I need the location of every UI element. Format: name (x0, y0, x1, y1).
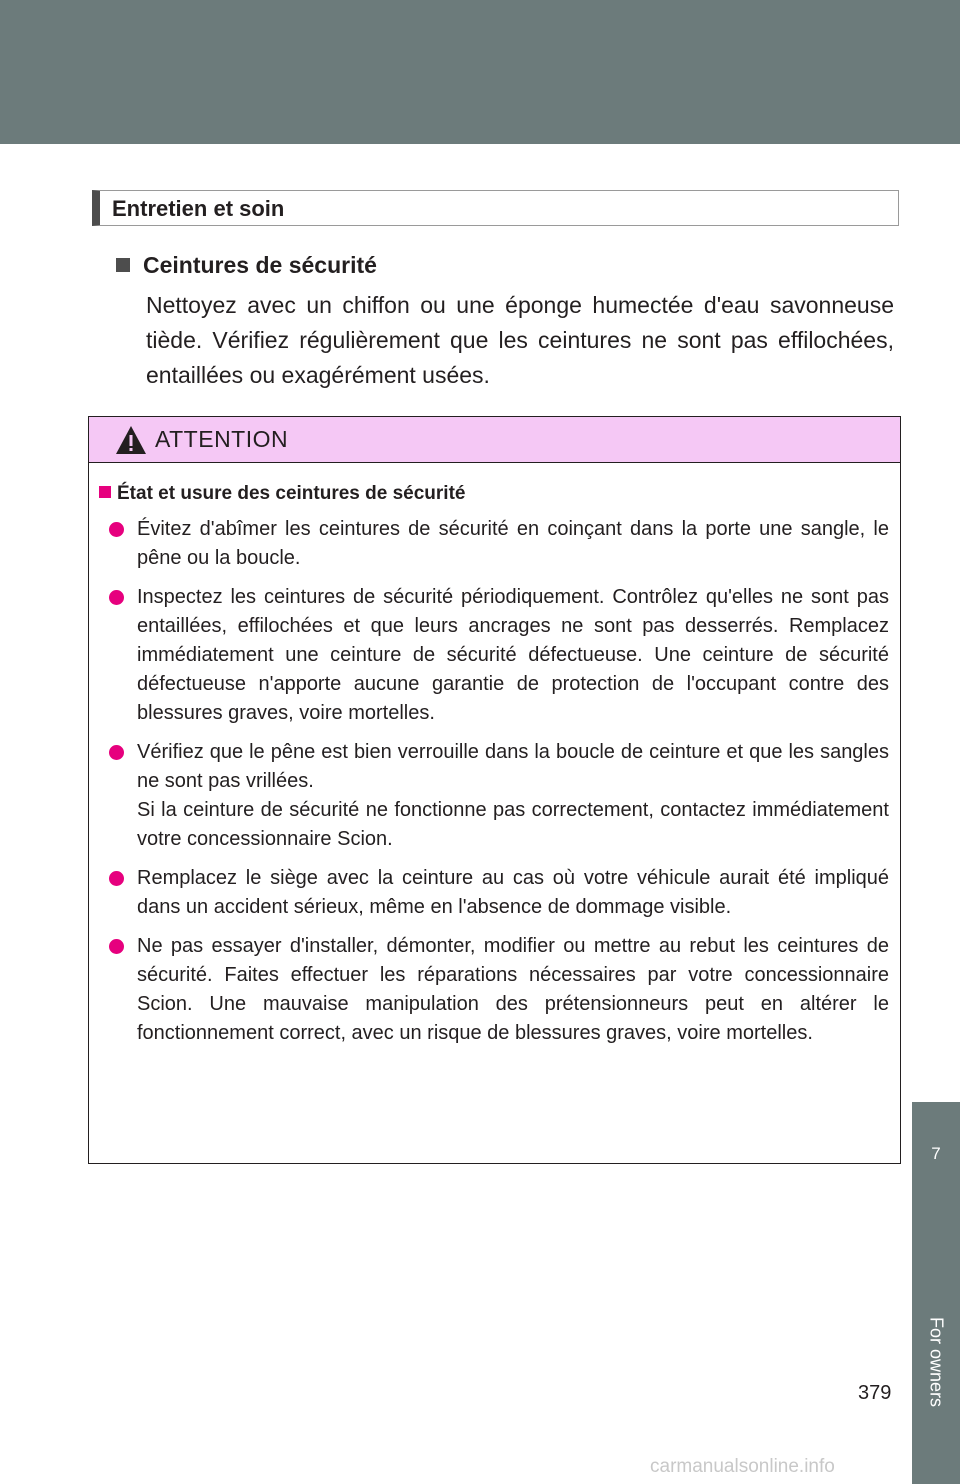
chapter-number: 7 (931, 1144, 941, 1163)
attention-list (109, 515, 889, 1058)
watermark: carmanualsonline.info (650, 1456, 835, 1477)
bullet-dot-icon (109, 871, 124, 886)
page-number: 379 (858, 1382, 892, 1404)
section-heading (92, 190, 899, 226)
list-item-text: Inspectez les ceintures de sécurité périodiquement. Contrôlez qu'elles ne sont pas entaillées, effilochées et que leurs ancrages ne sont pas desserrés. Remplacez immédiatement une ceinture de sécurité défectueuse. Une ceinture de sécurité défectueuse n'apporte aucune garantie de protection de l'occupant contre des blessures graves, voire mortelles. (137, 586, 889, 724)
header-band (0, 0, 960, 144)
list-item-text: Ne pas essayer d'installer, démonter, modifier ou mettre au rebut les ceintures de sécurité. Faites effectuer les réparations nécessaires par votre concessionnaire Scion. Une mauvaise manipulation des prétensionneurs peut en altérer le fonctionnement correct, avec un risque de blessures graves, voire mortelles. (137, 935, 889, 1044)
attention-subtitle: État et usure des ceintures de sécurité (117, 483, 466, 504)
subsection-title: Ceintures de sécurité (143, 252, 377, 278)
chapter-label: For owners (926, 1316, 947, 1408)
attention-box (88, 416, 901, 1164)
list-item-text: Vérifiez que le pêne est bien verrouille dans la boucle de ceinture et que les sangles ne sont pas vrillées. Si la ceinture de sécurité ne fonctionne pas correctement, contactez immédiatement votre concessionnaire Scion. (137, 741, 889, 850)
attention-subheading (99, 483, 465, 505)
bullet-dot-icon (109, 745, 124, 760)
section-title: Entretien et soin (112, 196, 285, 221)
bullet-dot-icon (109, 590, 124, 605)
attention-header (89, 417, 900, 463)
warning-triangle-icon (115, 425, 147, 455)
list-item (109, 738, 889, 854)
list-item (109, 583, 889, 728)
list-item (109, 932, 889, 1048)
bullet-dot-icon (109, 522, 124, 537)
subsection-heading (116, 252, 377, 279)
subsection-text: Nettoyez avec un chiffon ou une éponge humectée d'eau savonneuse tiède. Vérifiez régulièrement que les ceintures ne sont pas effilochées, entaillées ou exagérément usées. (146, 292, 894, 388)
attention-title: ATTENTION (155, 426, 289, 452)
list-item (109, 864, 889, 922)
bullet-dot-icon (109, 939, 124, 954)
list-item (109, 515, 889, 573)
list-item-text: Remplacez le siège avec la ceinture au cas où votre véhicule aurait été impliqué dans un accident sérieux, même en l'absence de dommage visible. (137, 867, 889, 918)
list-item-text: Évitez d'abîmer les ceintures de sécurité en coinçant dans la porte une sangle, le pêne ou la boucle. (137, 518, 889, 569)
chapter-label-box (915, 1292, 957, 1432)
square-bullet-icon (116, 258, 130, 272)
square-bullet-icon (99, 486, 111, 498)
chapter-tab (912, 1102, 960, 1484)
